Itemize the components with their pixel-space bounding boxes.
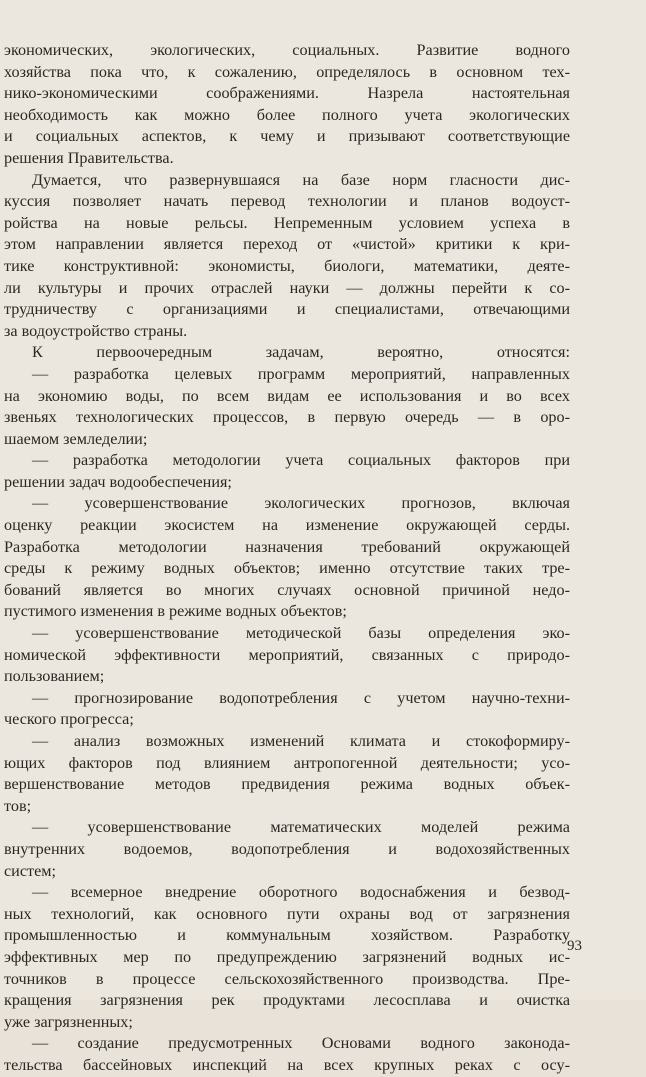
text-line: Думается, что развернувшаяся на базе норм гласности дис-	[32, 170, 570, 189]
text-line: точников в процессе сельскохозяйственного производства. Пре-	[4, 969, 570, 988]
text-line: этом направлении является переход от «чистой» критики к кри-	[4, 235, 570, 254]
text-line: эффективных мер по предупреждению загрязнений водных ис-	[4, 947, 570, 966]
text-line: — всемерное внедрение оборотного водоснабжения и безвод-	[32, 883, 570, 902]
text-line: за водоустройство страны.	[4, 321, 188, 340]
text-line: — усовершенствование методической базы определения эко-	[32, 624, 570, 643]
page-number: 93	[567, 938, 582, 954]
text-line: тике конструктивной: экономисты, биологи, математики, деяте-	[4, 256, 570, 275]
text-line: решения Правительства.	[4, 148, 174, 167]
text-line: — усовершенствование математических моделей режима	[32, 818, 570, 837]
text-line: К первоочередным задачам, вероятно, относятся:	[32, 343, 570, 362]
text-line: кращения загрязнения рек продуктами лесосплава и очистка	[4, 991, 570, 1010]
text-line: на экономию воды, по всем видам ее использования и во всех	[4, 386, 570, 405]
text-line: пользованием;	[4, 667, 105, 686]
text-line: ройства на новые рельсы. Непременным условием успеха в	[4, 213, 570, 232]
text-line: куссия позволяет начать перевод технологии и планов водоуст-	[4, 192, 570, 211]
text-line: бований является во многих случаях основной причиной недо-	[4, 580, 570, 599]
text-line: тов;	[4, 796, 32, 815]
text-line: ющих факторов под влиянием антропогенной деятельности; усо-	[4, 753, 570, 772]
text-line: — анализ возможных изменений климата и стокоформиру-	[32, 732, 570, 750]
text-line: промышленностью и коммунальным хозяйством. Разработку	[4, 926, 570, 945]
text-line: вершенствование методов предвидения режима водных объек-	[4, 775, 570, 794]
text-line: нико-экономическими соображениями. Назрела настоятельная	[4, 84, 570, 103]
text-line: необходимость как можно более полного учета экологических	[4, 105, 570, 124]
text-line: ли культуры и прочих отраслей науки — должны перейти к со-	[4, 278, 570, 297]
text-line: внутренних водоемов, водопотребления и водохозяйственных	[4, 839, 570, 858]
text-line: пустимого изменения в режиме водных объектов;	[4, 602, 347, 621]
text-line: систем;	[4, 861, 57, 880]
text-line: ческого прогресса;	[4, 710, 134, 729]
text-line: номической эффективности мероприятий, связанных с природо-	[4, 645, 570, 664]
text-line: тельства бассейновых инспекций на всех крупных реках с осу-	[4, 1055, 570, 1074]
text-line: звеньях технологических процессов, в первую очередь — в оро-	[4, 408, 570, 427]
text-line: трудничеству с организациями и специалистами, отвечающими	[4, 300, 570, 319]
text-line: — разработка целевых программ мероприятий, направленных	[32, 364, 570, 383]
text-line: оценку реакции экосистем на изменение окружающей серды.	[4, 516, 570, 535]
body-text	[4, 40, 570, 1077]
text-line: — усовершенствование экологических прогнозов, включая	[32, 494, 570, 513]
text-line: уже загрязненных;	[4, 1012, 133, 1031]
text-line: — разработка методологии учета социальных факторов при	[32, 451, 570, 470]
text-line: Разработка методологии назначения требований окружающей	[4, 537, 570, 556]
text-line: ных технологий, как основного пути охраны вод от загрязнения	[4, 904, 570, 923]
text-line: решении задач водообеспечения;	[4, 472, 232, 491]
text-line: — создание предусмотренных Основами водного законода-	[32, 1034, 570, 1053]
text-line: — прогнозирование водопотребления с учетом научно-техни-	[32, 688, 570, 707]
text-line: и социальных аспектов, к чему и призывают соответствующие	[4, 127, 570, 146]
text-line: экономических, экологических, социальных. Развитие водного	[4, 41, 570, 59]
text-line: хозяйства пока что, к сожалению, определялось в основном тех-	[4, 62, 570, 81]
text-line: шаемом земледелии;	[4, 429, 148, 448]
text-line: среды к режиму водных объектов; именно отсутствие таких тре-	[4, 559, 570, 578]
